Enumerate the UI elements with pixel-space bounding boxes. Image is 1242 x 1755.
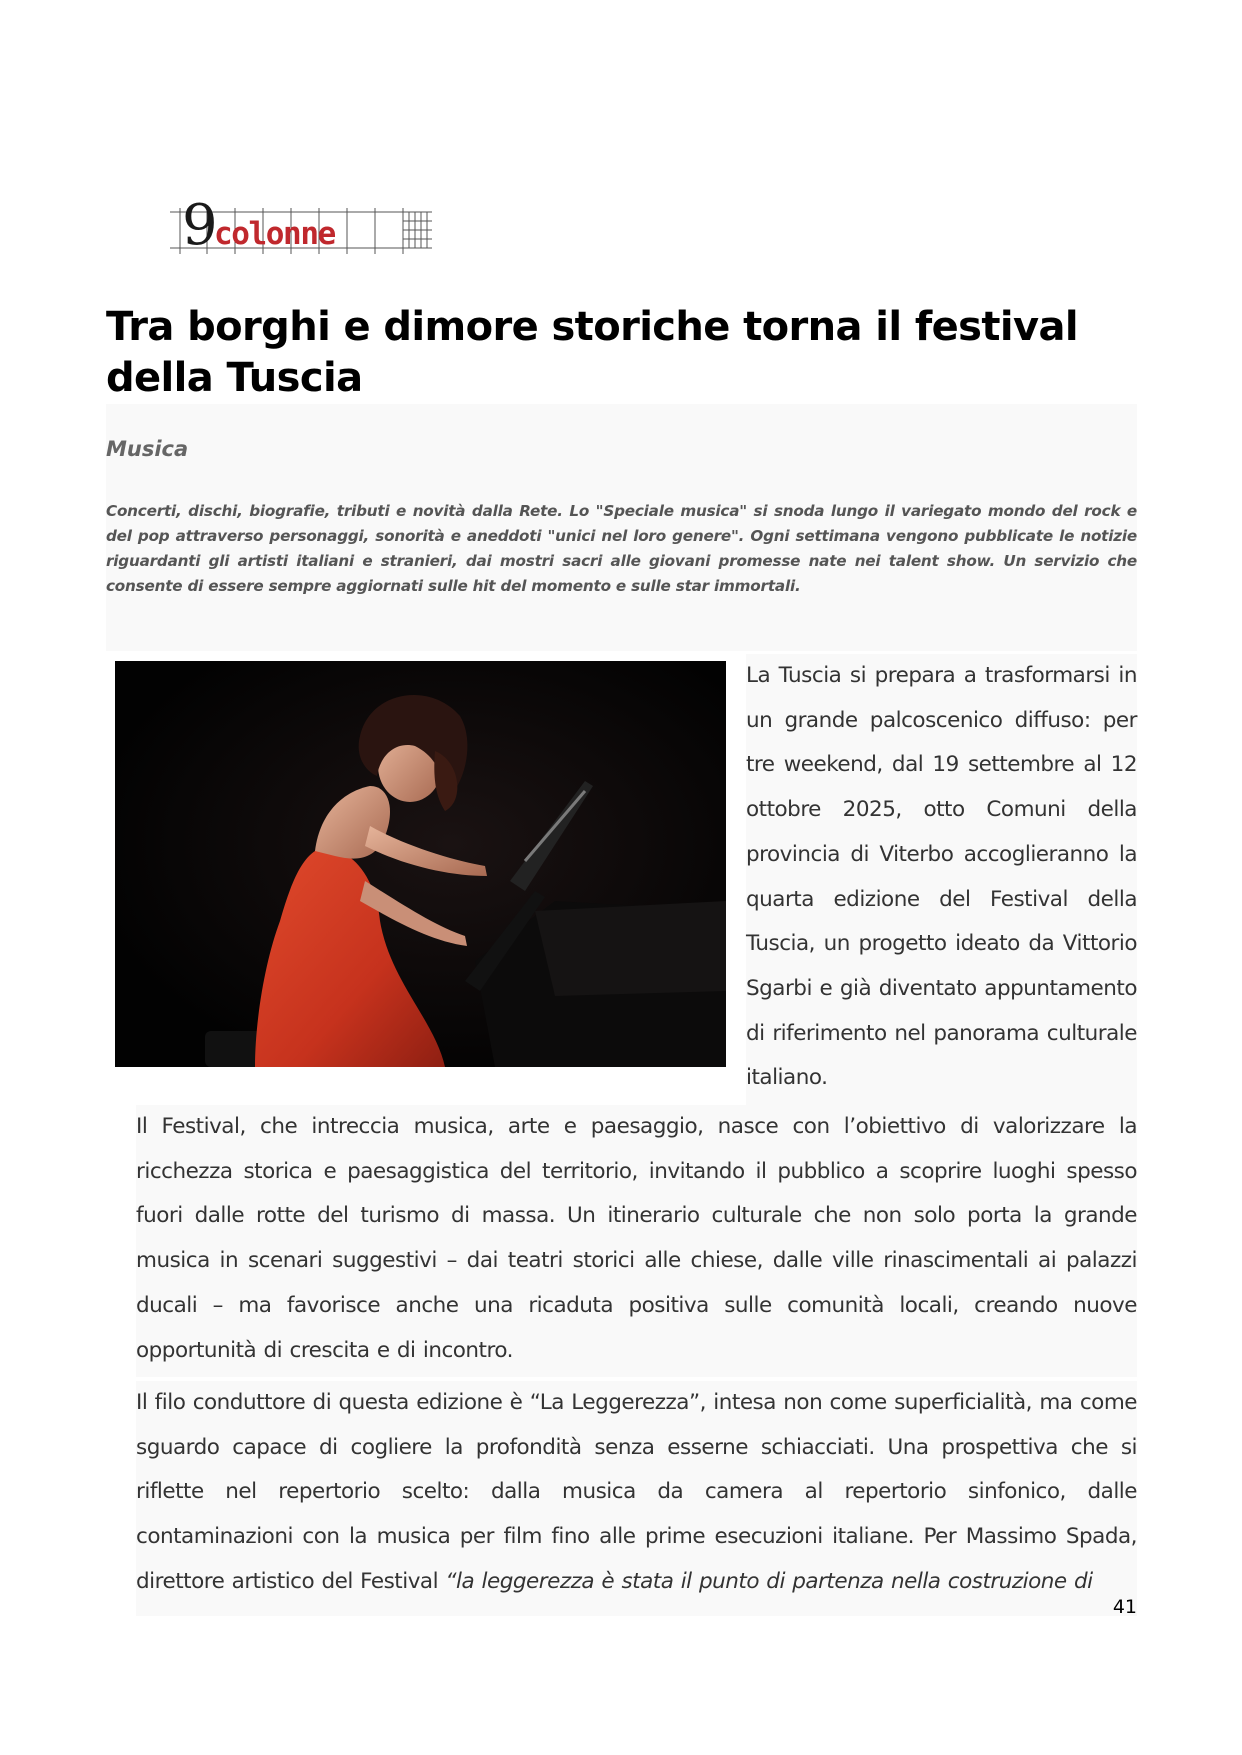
paragraph-3-quote: “la leggerezza è stata il punto di partenza nella costruzione di <box>445 1568 1093 1594</box>
section-intro-box <box>106 404 1137 651</box>
logo-word: colonne <box>214 216 335 252</box>
article-paragraph-2: Il Festival, che intreccia musica, arte e paesaggio, nasce con l’obiettivo di valorizzare la ricchezza storica e paesaggistica del territorio, invitando il pubblico a scoprire luoghi spesso fuori dalle rotte del turismo di massa. Un itinerario culturale che non solo porta la grande musica in scenari suggestivi – dai teatri storici alle chiese, dalle ville rinascimentali ai palazzi ducali – ma favorisce anche una ricaduta positiva sulle comunità locali, creando nuove opportunità di crescita e di incontro. <box>136 1105 1137 1377</box>
section-description: Concerti, dischi, biografie, tributi e novità dalla Rete. Lo "Speciale musica" si snoda lungo il variegato mondo del rock e del pop attraverso personaggi, sonorità e aneddoti "unici nel loro genere". Ogni settimana vengono pubblicate le notizie riguardanti gli artisti italiani e stranieri, dai mostri sacri alle giovani promesse nate nei talent show. Un servizio che consente di essere sempre aggiornati sulle hit del momento e sulle star immortali. <box>106 502 1137 595</box>
paragraph-3-text: Il filo conduttore di questa edizione è “La Leggerezza”, intesa non come superficialità, ma come sguardo capace di cogliere la profondità senza esserne schiacciati. Una prospettiva che si riflette nel repertorio scelto: dalla musica da camera al repertorio sinfonico, dalle contaminazioni con la musica per film fino alle prime esecuzioni italiane. Per Massimo Spada, direttore artistico del Festival <box>136 1390 1137 1594</box>
article-paragraph-1: La Tuscia si prepara a trasformarsi in un grande palcoscenico diffuso: per tre weekend, dal 19 settembre al 12 ottobre 2025, otto Comuni della provincia di Viterbo accoglieranno la quarta edizione del Festival della Tuscia, un progetto ideato da Vittorio Sgarbi e già diventato appuntamento di riferimento nel panorama culturale italiano. <box>746 654 1137 1107</box>
logo-graphic <box>170 190 440 256</box>
article-title: Tra borghi e dimore storiche torna il festival della Tuscia <box>106 304 1078 401</box>
article-photo <box>115 661 726 1067</box>
article-paragraph-3 <box>136 1381 1137 1616</box>
page-number: 41 <box>1112 1596 1137 1618</box>
logo-9colonne <box>170 190 440 256</box>
pianist-image <box>115 661 726 1067</box>
section-label: Musica <box>106 437 189 461</box>
logo-numeral: 9 <box>182 193 218 256</box>
